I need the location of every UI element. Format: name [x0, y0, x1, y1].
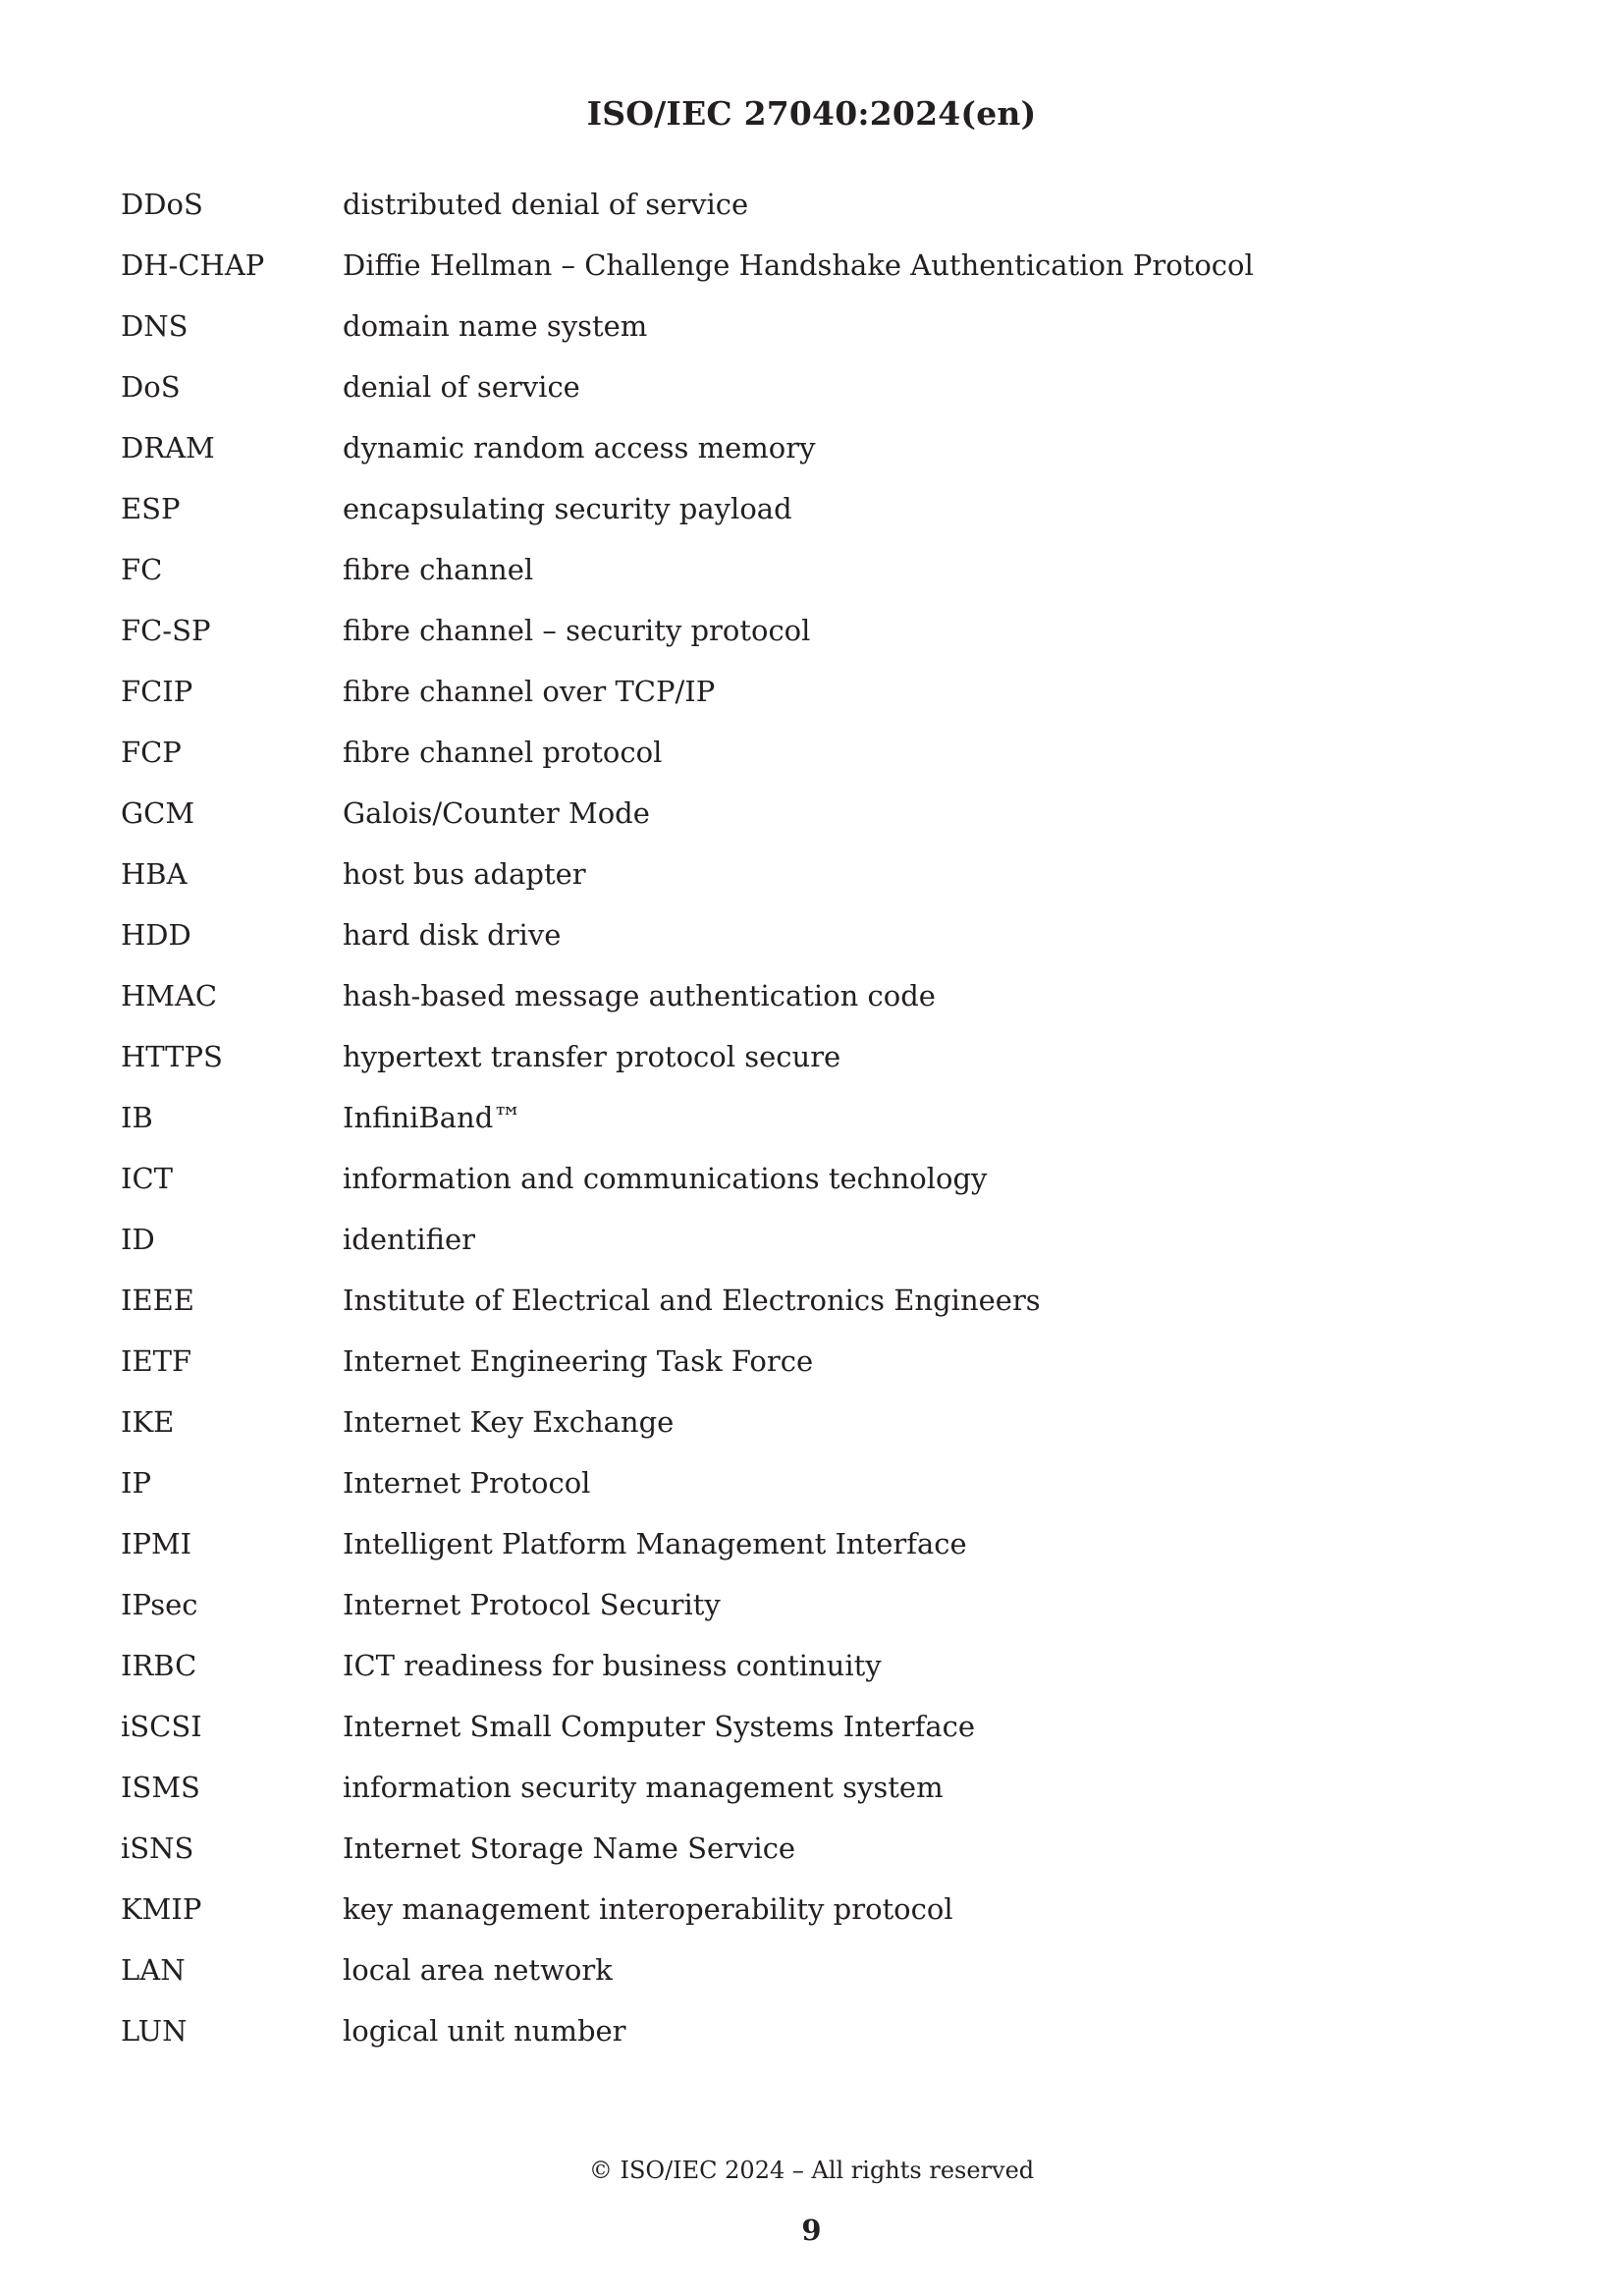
abbreviation-row — [121, 306, 1495, 367]
abbreviation-definition: Internet Storage Name Service — [343, 1831, 796, 1865]
abbreviation-definition: dynamic random access memory — [343, 431, 816, 465]
abbreviation-definition: hard disk drive — [343, 918, 562, 952]
abbreviation-row — [121, 1768, 1495, 1829]
abbreviation-definition: fibre channel protocol — [343, 736, 663, 769]
abbreviation-row — [121, 1281, 1495, 1341]
abbreviation-definition: encapsulating security payload — [343, 492, 792, 525]
abbreviation-term: iSCSI — [121, 1710, 202, 1743]
abbreviation-term: ISMS — [121, 1771, 200, 1804]
abbreviation-row — [121, 428, 1495, 489]
abbreviation-row — [121, 1585, 1495, 1646]
abbreviation-row — [121, 1707, 1495, 1768]
abbreviation-term: DH-CHAP — [121, 248, 265, 282]
abbreviation-term: DoS — [121, 370, 181, 404]
abbreviation-row — [121, 1341, 1495, 1402]
abbreviation-row — [121, 1950, 1495, 2011]
abbreviation-definition: distributed denial of service — [343, 188, 749, 221]
abbreviation-row — [121, 1098, 1495, 1159]
abbreviation-term: HTTPS — [121, 1040, 223, 1073]
abbreviation-row — [121, 1159, 1495, 1220]
abbreviation-definition: Internet Key Exchange — [343, 1405, 675, 1439]
abbreviation-definition: Internet Engineering Task Force — [343, 1344, 814, 1378]
abbreviation-row — [121, 793, 1495, 854]
abbreviation-row — [121, 550, 1495, 611]
abbreviation-term: IKE — [121, 1405, 175, 1439]
abbreviation-definition: local area network — [343, 1953, 613, 1987]
abbreviation-definition: Galois/Counter Mode — [343, 796, 650, 830]
abbreviation-definition: fibre channel – security protocol — [343, 614, 811, 647]
abbreviation-definition: Internet Small Computer Systems Interface — [343, 1710, 976, 1743]
abbreviation-row — [121, 854, 1495, 915]
abbreviation-row — [121, 1463, 1495, 1524]
abbreviation-definition: hypertext transfer protocol secure — [343, 1040, 841, 1073]
abbreviation-row — [121, 733, 1495, 793]
abbreviation-definition: ICT readiness for business continuity — [343, 1649, 882, 1682]
abbreviation-definition: identifier — [343, 1223, 475, 1256]
abbreviation-definition: host bus adapter — [343, 857, 586, 891]
abbreviation-definition: hash-based message authentication code — [343, 979, 936, 1012]
page-number: 9 — [801, 2214, 822, 2247]
abbreviation-definition: fibre channel over TCP/IP — [343, 675, 716, 708]
abbreviation-term: IB — [121, 1101, 153, 1134]
abbreviation-definition: information and communications technology — [343, 1162, 988, 1195]
abbreviation-term: LUN — [121, 2014, 188, 2048]
abbreviation-row — [121, 672, 1495, 733]
abbreviation-definition: InfiniBand™ — [343, 1101, 522, 1134]
abbreviation-term: KMIP — [121, 1892, 202, 1926]
abbreviation-definition: Intelligent Platform Management Interface — [343, 1527, 967, 1560]
abbreviation-term: IEEE — [121, 1284, 194, 1317]
abbreviation-term: IETF — [121, 1344, 192, 1378]
abbreviation-term: HDD — [121, 918, 191, 952]
copyright-notice: © ISO/IEC 2024 – All rights reserved — [588, 2157, 1035, 2184]
abbreviation-row — [121, 1037, 1495, 1098]
abbreviation-term: IP — [121, 1466, 151, 1500]
abbreviation-term: IPMI — [121, 1527, 192, 1560]
abbreviation-term: HMAC — [121, 979, 218, 1012]
abbreviation-term: FCP — [121, 736, 182, 769]
abbreviation-row — [121, 915, 1495, 976]
abbreviation-row — [121, 367, 1495, 428]
abbreviation-row — [121, 489, 1495, 550]
abbreviation-row — [121, 1524, 1495, 1585]
abbreviations-list — [121, 185, 1495, 2072]
abbreviation-definition: information security management system — [343, 1771, 944, 1804]
abbreviation-term: DDoS — [121, 188, 203, 221]
abbreviation-term: LAN — [121, 1953, 186, 1987]
abbreviation-definition: key management interoperability protocol — [343, 1892, 953, 1926]
abbreviation-term: HBA — [121, 857, 188, 891]
abbreviation-row — [121, 246, 1495, 306]
abbreviation-row — [121, 1402, 1495, 1463]
abbreviation-row — [121, 1220, 1495, 1281]
abbreviation-term: ID — [121, 1223, 155, 1256]
abbreviation-term: DRAM — [121, 431, 215, 465]
abbreviation-term: IRBC — [121, 1649, 197, 1682]
abbreviation-definition: logical unit number — [343, 2014, 626, 2048]
abbreviation-term: IPsec — [121, 1588, 198, 1621]
abbreviation-term: GCM — [121, 796, 195, 830]
abbreviation-row — [121, 611, 1495, 672]
abbreviation-row — [121, 1889, 1495, 1950]
abbreviation-definition: Institute of Electrical and Electronics Engineers — [343, 1284, 1041, 1317]
abbreviation-definition: denial of service — [343, 370, 580, 404]
abbreviation-row — [121, 1829, 1495, 1889]
abbreviation-term: FC-SP — [121, 614, 211, 647]
abbreviation-definition: domain name system — [343, 309, 648, 343]
abbreviation-term: ICT — [121, 1162, 173, 1195]
abbreviation-definition: Internet Protocol — [343, 1466, 591, 1500]
abbreviation-term: FC — [121, 553, 163, 586]
abbreviation-definition: fibre channel — [343, 553, 534, 586]
abbreviation-term: ESP — [121, 492, 181, 525]
abbreviation-row — [121, 185, 1495, 246]
document-header: ISO/IEC 27040:2024(en) — [586, 94, 1037, 133]
abbreviation-term: iSNS — [121, 1831, 194, 1865]
abbreviation-row — [121, 2011, 1495, 2072]
abbreviation-definition: Internet Protocol Security — [343, 1588, 721, 1621]
abbreviation-definition: Diffie Hellman – Challenge Handshake Authentication Protocol — [343, 248, 1254, 282]
abbreviation-row — [121, 976, 1495, 1037]
abbreviation-term: DNS — [121, 309, 189, 343]
abbreviation-term: FCIP — [121, 675, 193, 708]
abbreviation-row — [121, 1646, 1495, 1707]
